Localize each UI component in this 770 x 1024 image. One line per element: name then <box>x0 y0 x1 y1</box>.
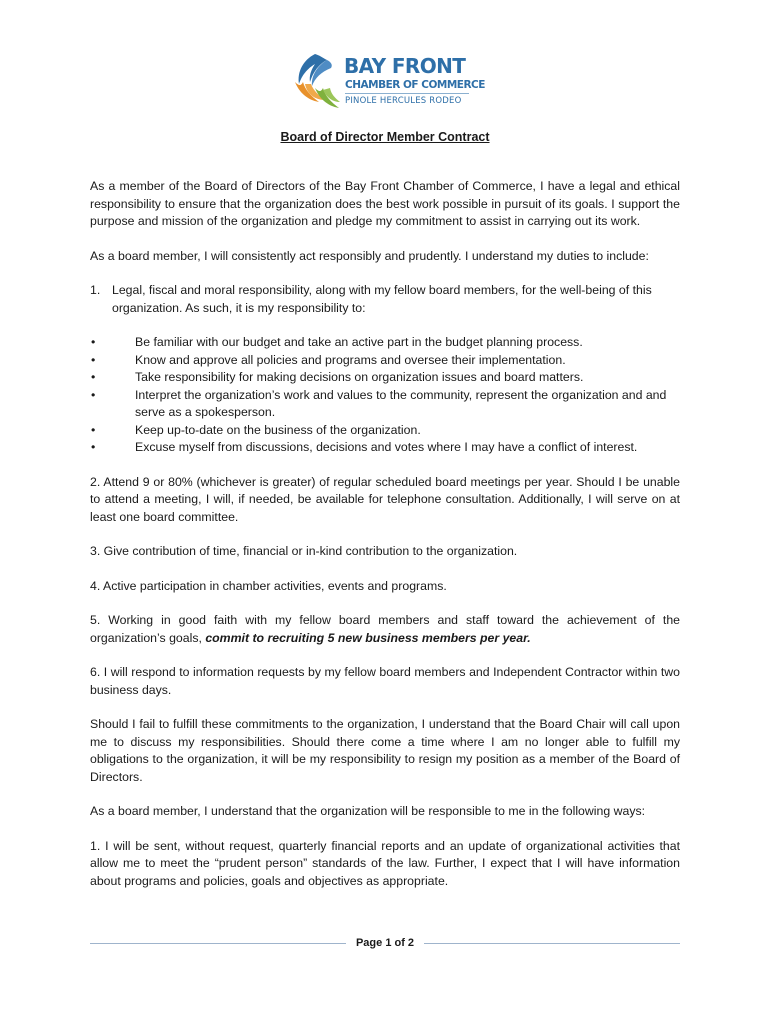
page-footer <box>90 936 680 950</box>
footer-rule-left <box>90 943 346 944</box>
list-item-text: Interpret the organization’s work and values to the community, represent the organization and and serve as a spokesperson. <box>135 387 667 419</box>
list-item <box>90 387 680 422</box>
duty-item-1-text: Legal, fiscal and moral responsibility, along with my fellow board members, for the well-being of this organization. As such, it is my responsibility to: <box>112 283 652 315</box>
bullet-icon: • <box>91 352 96 367</box>
list-item <box>90 422 680 440</box>
list-item <box>90 439 680 457</box>
recruiting-commitment: commit to recruiting 5 new business members per year. <box>205 630 531 645</box>
list-item <box>90 369 680 387</box>
list-item-text: Keep up-to-date on the business of the organization. <box>135 422 421 437</box>
bullet-icon: • <box>91 335 96 349</box>
list-item-text: Take responsibility for making decisions on organization issues and board matters. <box>135 370 584 384</box>
duty-item-4: 4. Active participation in chamber activities, events and programs. <box>90 578 447 593</box>
document-title: Board of Director Member Contract <box>280 130 490 144</box>
intro-paragraph: As a member of the Board of Directors of the Bay Front Chamber of Commerce, I have a legal and ethical responsibility to ensure that the organization does the best work possible in pursuit of its goals. I support the purpose and mission of the organization and pledge my commitment to assist in carrying out its work. <box>90 179 680 228</box>
duty-item-2: 2. Attend 9 or 80% (whichever is greater) of regular scheduled board meetings per year. Should I be unable to attend a meeting, I will, if needed, be available for telephone consultation. Additionally, I will serve on at least one board committee. <box>90 474 680 524</box>
list-item <box>90 334 680 352</box>
list-item-text: Know and approve all policies and programs and oversee their implementation. <box>135 352 566 367</box>
duty-item-6: 6. I will respond to information requests by my fellow board members and Independent Contractor within two business days. <box>90 665 680 697</box>
duty-item-5-text: 5. Working in good faith with my fellow board members and staff toward the achievement of the organization’s goals, <box>90 613 680 645</box>
document-body <box>90 178 680 907</box>
duty-item-1 <box>90 282 680 317</box>
failure-paragraph: Should I fail to fulfill these commitments to the organization, I understand that the Board Chair will call upon me to discuss my responsibilities. Should there come a time where I am no longer able to fulfill my obligations to the organization, it will be my responsibility to resign my position as a member of the Board of Directors. <box>90 717 680 784</box>
bullet-icon: • <box>91 370 96 384</box>
logo-divider <box>345 93 469 94</box>
list-item-text: Excuse myself from discussions, decisions and votes where I may have a conflict of interest. <box>135 440 638 454</box>
footer-rule-right <box>424 943 680 944</box>
list-item-text: Be familiar with our budget and take an active part in the budget planning process. <box>135 335 583 349</box>
responsibility-list <box>90 334 680 457</box>
page-number: Page 1 of 2 <box>355 937 415 949</box>
bullet-icon: • <box>91 422 96 437</box>
list-item <box>90 352 680 370</box>
logo-subtitle: CHAMBER OF COMMERCE <box>345 79 485 91</box>
logo-cities: PINOLE HERCULES RODEO <box>345 96 462 106</box>
bullet-icon: • <box>91 387 96 402</box>
duty-item-1-marker: 1. <box>90 283 101 297</box>
chamber-logo <box>293 52 483 112</box>
duty-item-3: 3. Give contribution of time, financial or in-kind contribution to the organization. <box>90 544 518 558</box>
duties-intro: As a board member, I will consistently act responsibly and prudently. I understand my duties to include: <box>90 248 649 263</box>
duty-item-5 <box>90 612 680 647</box>
logo-name: BAY FRONT <box>344 54 466 78</box>
org-item-1: 1. I will be sent, without request, quarterly financial reports and an update of organizational activities that allow me to meet the “prudent person” standards of the law. Further, I expect that I will have information about programs and policies, goals and objectives as appropriate. <box>90 838 680 888</box>
bullet-icon: • <box>91 440 96 454</box>
org-responsibilities-intro: As a board member, I understand that the organization will be responsible to me in the following ways: <box>90 804 646 818</box>
bay-front-wave-logo-icon <box>293 52 341 110</box>
